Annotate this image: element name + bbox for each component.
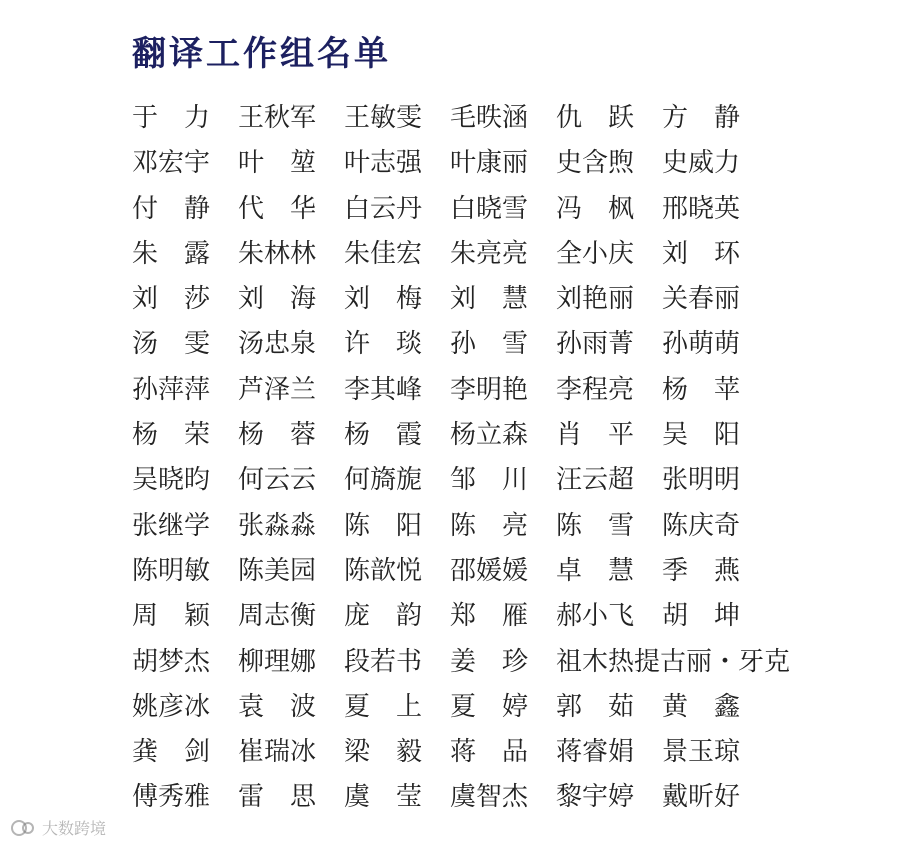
name-cell: 邢晓英 — [662, 193, 741, 224]
name-cell: 陈歆悦 — [344, 555, 423, 586]
name-cell: 景玉琼 — [662, 737, 741, 768]
name-cell: 芦泽兰 — [238, 374, 317, 405]
watermark-logo-icon — [10, 819, 36, 837]
name-cell: 张明明 — [662, 465, 741, 496]
name-cell: 胡 坤 — [662, 601, 740, 632]
name-cell: 姚彦冰 — [132, 691, 211, 722]
name-cell: 刘艳丽 — [556, 284, 635, 315]
name-cell: 蒋睿娟 — [556, 737, 635, 768]
name-cell: 朱 露 — [132, 238, 210, 269]
name-cell: 胡梦杰 — [132, 646, 211, 677]
name-row — [132, 594, 832, 639]
name-cell: 王秋军 — [238, 103, 317, 133]
name-cell: 蒋 品 — [450, 737, 528, 768]
name-cell: 邹 川 — [450, 465, 528, 496]
name-cell: 姜 珍 — [450, 646, 528, 677]
name-cell: 叶康丽 — [450, 148, 529, 179]
name-cell: 全小庆 — [556, 238, 635, 269]
name-cell: 夏 婷 — [450, 691, 528, 722]
name-cell: 庞 韵 — [344, 601, 422, 632]
name-cell: 陈 亮 — [450, 510, 528, 541]
name-cell: 肖 平 — [556, 420, 634, 451]
name-cell: 周 颖 — [132, 601, 210, 632]
watermark-text: 大数跨境 — [42, 819, 107, 838]
name-cell: 邓宏宇 — [132, 148, 211, 179]
name-cell: 张淼淼 — [238, 510, 317, 541]
name-cell: 刘 环 — [662, 238, 740, 269]
name-cell: 吴 阳 — [662, 420, 740, 451]
name-cell: 郭 茹 — [556, 691, 634, 722]
name-row — [132, 775, 832, 820]
name-cell: 何旖旎 — [344, 465, 423, 496]
name-cell: 夏 上 — [344, 691, 422, 722]
name-cell: 汪云超 — [556, 465, 635, 496]
name-row — [132, 322, 832, 367]
name-cell: 叶 堃 — [238, 148, 316, 179]
name-cell: 陈庆奇 — [662, 510, 741, 541]
name-cell: 陈 阳 — [344, 510, 422, 541]
name-cell: 许 琰 — [344, 329, 422, 360]
name-cell: 柳理娜 — [238, 646, 317, 677]
name-cell: 龚 剑 — [132, 737, 210, 768]
name-row — [132, 685, 832, 730]
page-title: 翻译工作组名单 — [132, 34, 391, 74]
name-cell: 白晓雪 — [450, 193, 529, 224]
name-cell: 付 静 — [132, 193, 210, 224]
name-cell: 邵媛媛 — [450, 555, 529, 586]
name-cell: 陈明敏 — [132, 555, 211, 586]
name-cell: 孙雨菁 — [556, 329, 635, 360]
name-cell: 刘 慧 — [450, 284, 528, 315]
name-cell: 朱佳宏 — [344, 238, 423, 269]
name-cell: 崔瑞冰 — [238, 737, 317, 768]
name-cell: 方 静 — [662, 103, 740, 133]
name-row — [132, 96, 832, 141]
name-row — [132, 640, 832, 685]
name-cell: 于 力 — [132, 103, 210, 133]
name-row — [132, 730, 832, 775]
name-cell: 孙萌萌 — [662, 329, 741, 360]
name-cell: 李程亮 — [556, 374, 635, 405]
name-cell: 孙 雪 — [450, 329, 528, 360]
name-cell: 毛昳涵 — [450, 103, 529, 133]
name-row — [132, 277, 832, 322]
name-cell: 虞智杰 — [450, 782, 529, 813]
watermark — [10, 816, 106, 839]
name-cell: 叶志强 — [344, 148, 423, 179]
name-cell: 杨 苹 — [662, 374, 740, 405]
name-cell: 冯 枫 — [556, 193, 634, 224]
name-cell: 汤 雯 — [132, 329, 210, 360]
name-cell: 关春丽 — [662, 284, 741, 315]
name-cell: 何云云 — [238, 465, 317, 496]
name-cell: 史含煦 — [556, 148, 635, 179]
name-cell: 袁 波 — [238, 691, 316, 722]
name-cell: 陈美园 — [238, 555, 317, 586]
name-cell: 黎宇婷 — [556, 782, 635, 813]
name-cell: 杨 荣 — [132, 420, 210, 451]
name-cell: 陈 雪 — [556, 510, 634, 541]
name-row — [132, 549, 832, 594]
name-cell: 周志衡 — [238, 601, 317, 632]
name-row — [132, 141, 832, 186]
name-cell: 梁 毅 — [344, 737, 422, 768]
name-cell: 虞 莹 — [344, 782, 422, 813]
name-cell: 刘 海 — [238, 284, 316, 315]
name-list — [132, 96, 832, 821]
name-cell: 祖木热提古丽・牙克 — [556, 646, 791, 677]
name-row — [132, 368, 832, 413]
name-cell: 杨立森 — [450, 420, 529, 451]
name-row — [132, 458, 832, 503]
name-cell: 傅秀雅 — [132, 782, 211, 813]
name-cell: 孙萍萍 — [132, 374, 211, 405]
name-cell: 代 华 — [238, 193, 316, 224]
name-cell: 杨 蓉 — [238, 420, 316, 451]
name-cell: 汤忠泉 — [238, 329, 317, 360]
name-cell: 郑 雁 — [450, 601, 528, 632]
name-cell: 王敏雯 — [344, 103, 423, 133]
name-cell: 吴晓昀 — [132, 465, 211, 496]
name-cell: 刘 梅 — [344, 284, 422, 315]
name-cell: 戴昕好 — [662, 782, 741, 813]
name-cell: 黄 鑫 — [662, 691, 740, 722]
name-cell: 刘 莎 — [132, 284, 210, 315]
name-cell: 张继学 — [132, 510, 211, 541]
name-cell: 史威力 — [662, 148, 741, 179]
name-cell: 李其峰 — [344, 374, 423, 405]
name-cell: 雷 思 — [238, 782, 316, 813]
name-cell: 仇 跃 — [556, 103, 634, 133]
name-cell: 季 燕 — [662, 555, 740, 586]
name-cell: 段若书 — [344, 646, 423, 677]
name-cell: 朱林林 — [238, 238, 317, 269]
name-cell: 白云丹 — [344, 193, 423, 224]
name-row — [132, 504, 832, 549]
name-row — [132, 413, 832, 458]
name-cell: 郝小飞 — [556, 601, 635, 632]
name-cell: 朱亮亮 — [450, 238, 529, 269]
name-cell: 卓 慧 — [556, 555, 634, 586]
name-cell: 杨 霞 — [344, 420, 422, 451]
name-row — [132, 187, 832, 232]
name-cell: 李明艳 — [450, 374, 529, 405]
name-row — [132, 232, 832, 277]
